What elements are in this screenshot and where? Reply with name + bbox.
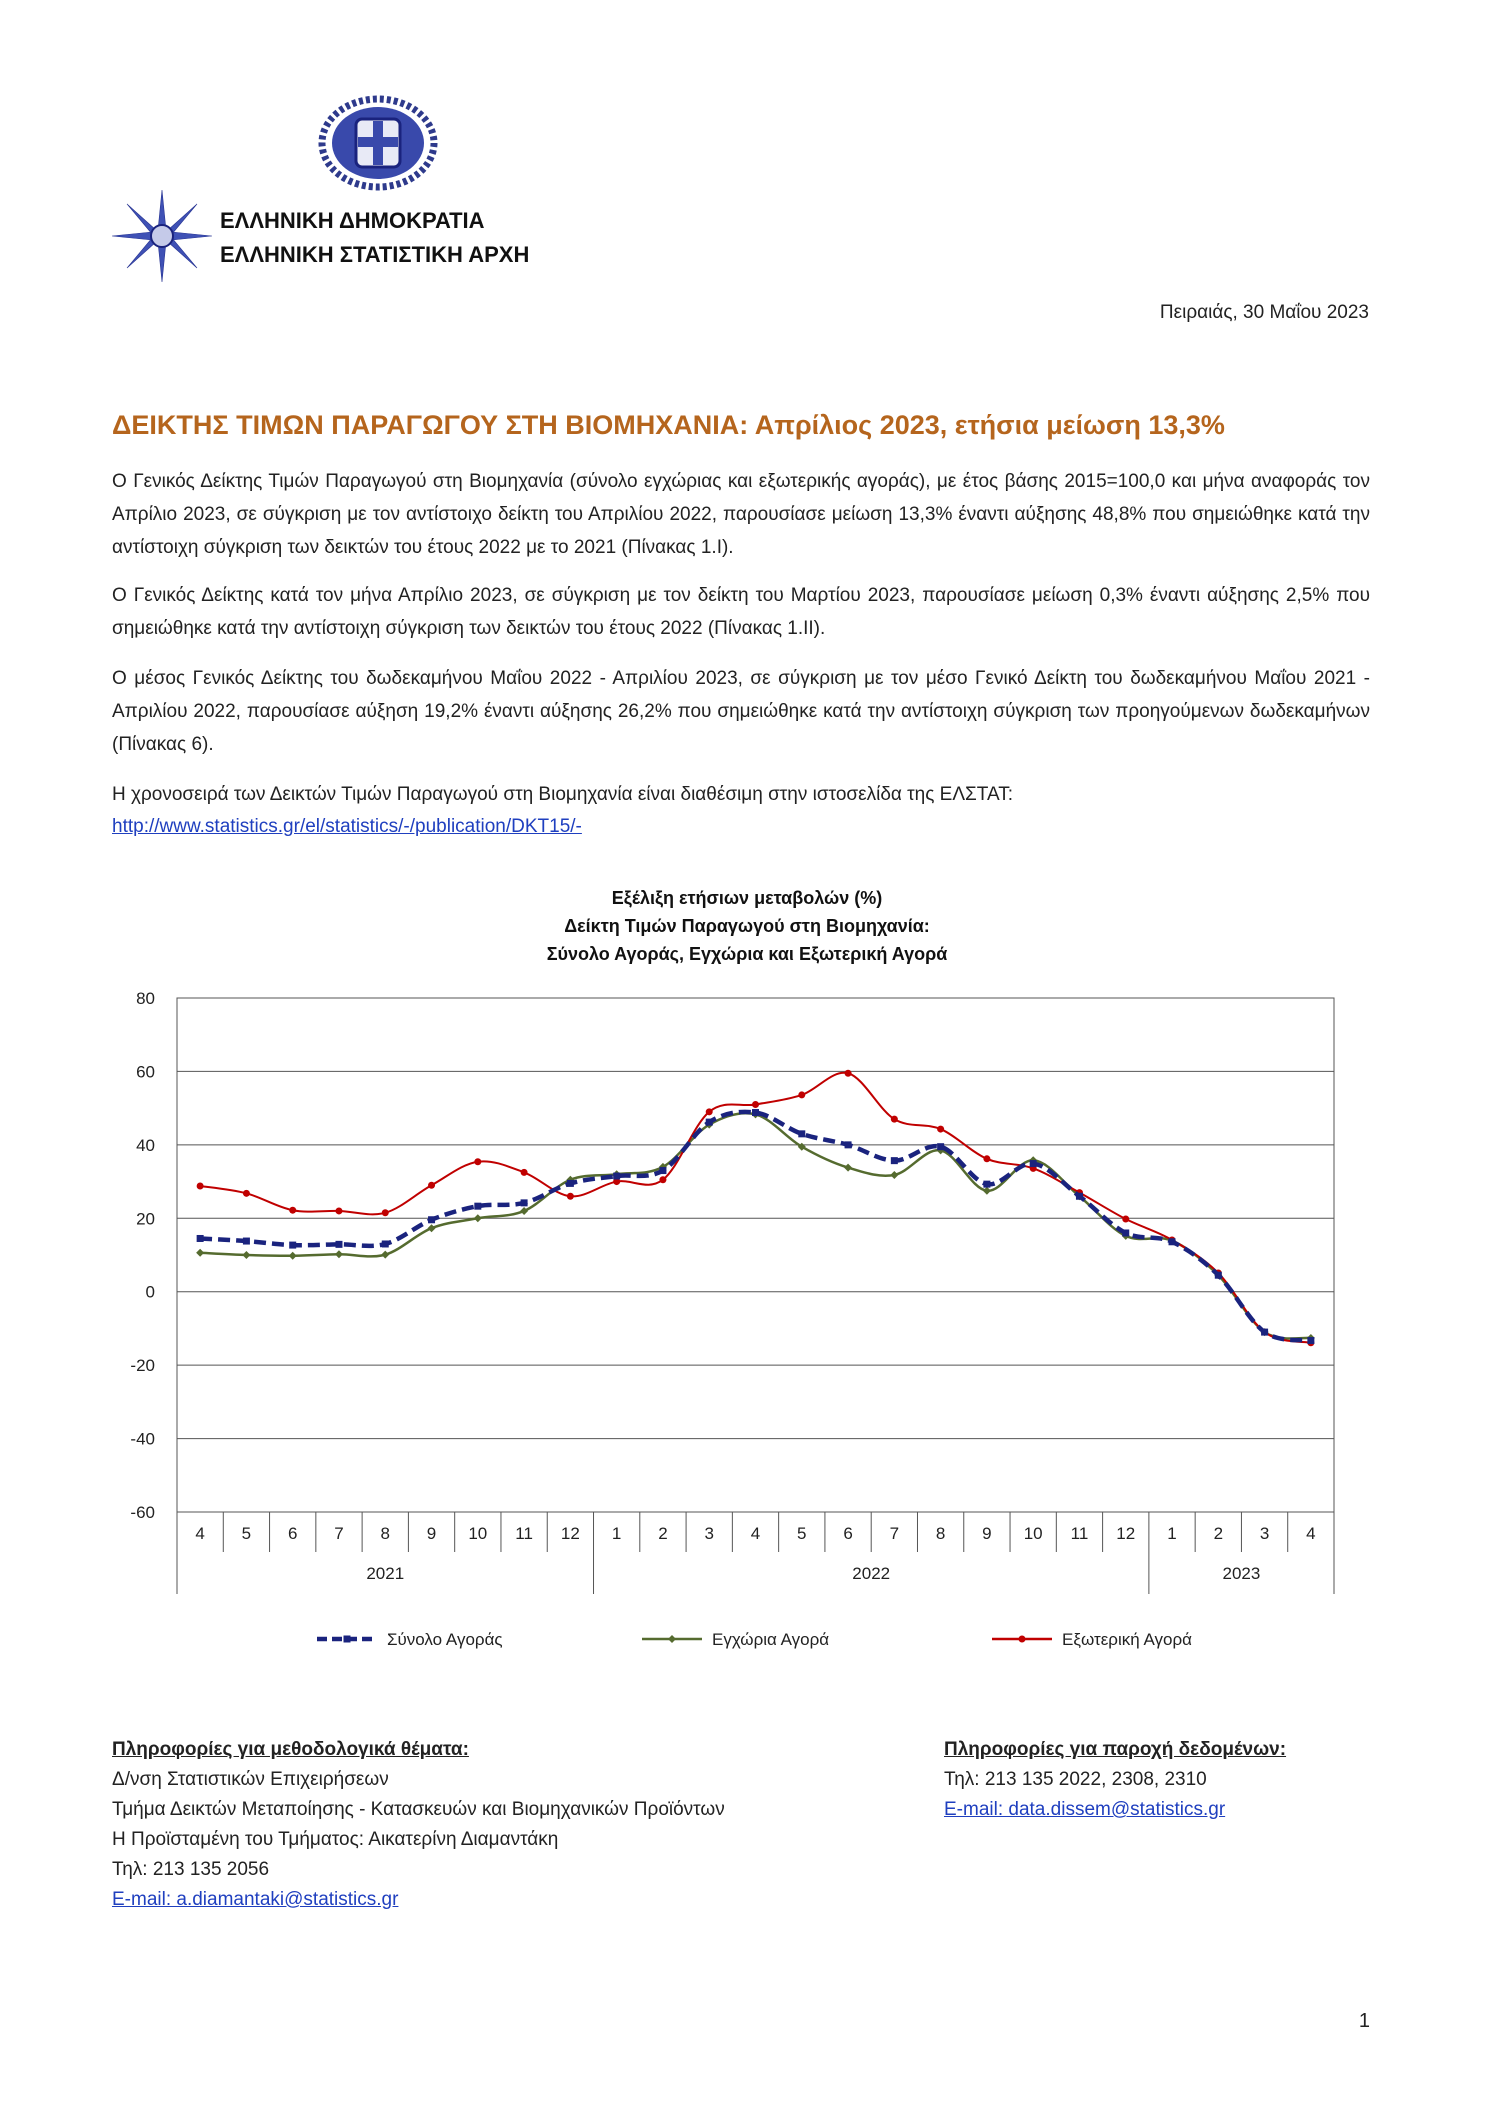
- x-tick-label: 7: [334, 1524, 344, 1543]
- methodology-line: Τηλ: 213 135 2056: [112, 1859, 270, 1880]
- data-provision-phone: Τηλ: 213 135 2022, 2308, 2310: [944, 1769, 1207, 1790]
- data-point: [197, 1235, 204, 1242]
- data-point: [335, 1207, 342, 1214]
- x-tick-label: 6: [287, 1524, 298, 1543]
- legend-label: Εξωτερική Αγορά: [1062, 1630, 1192, 1649]
- data-point: [243, 1190, 250, 1197]
- legend-marker: [344, 1636, 351, 1643]
- data-provision-heading: Πληροφορίες για παροχή δεδομένων:: [944, 1739, 1287, 1760]
- data-point: [659, 1176, 666, 1183]
- year-label: 2021: [366, 1564, 405, 1583]
- x-tick-label: 3: [704, 1524, 714, 1543]
- data-point: [521, 1199, 528, 1206]
- x-tick-label: 8: [935, 1524, 946, 1543]
- data-point: [1122, 1229, 1129, 1236]
- x-tick-label: 3: [1259, 1524, 1270, 1543]
- data-point: [1307, 1337, 1314, 1344]
- data-point: [752, 1101, 759, 1108]
- legend-marker: [668, 1635, 676, 1643]
- data-point: [845, 1070, 852, 1077]
- data-point: [752, 1109, 759, 1116]
- data-point: [197, 1182, 204, 1189]
- x-tick-label: 12: [560, 1524, 580, 1543]
- methodology-line: Δ/νση Στατιστικών Επιχειρήσεων: [112, 1769, 389, 1790]
- methodology-line: Τμήμα Δεικτών Μεταποίησης - Κατασκευών και Βιομηχανικών Προϊόντων: [112, 1799, 725, 1820]
- year-label: 2023: [1222, 1564, 1261, 1583]
- methodology-line: Η Προϊσταμένη του Τμήματος: Αικατερίνη Διαμαντάκη: [112, 1829, 559, 1850]
- data-point: [1215, 1272, 1222, 1279]
- y-tick-label: -20: [130, 1356, 155, 1376]
- data-point: [428, 1216, 435, 1223]
- data-point: [1122, 1216, 1129, 1223]
- data-point: [428, 1182, 435, 1189]
- data-point: [521, 1169, 528, 1176]
- data-provision-email-link[interactable]: E-mail: data.dissem@statistics.gr: [944, 1799, 1226, 1820]
- x-tick-label: 10: [1023, 1524, 1043, 1543]
- timeseries-link[interactable]: http://www.statistics.gr/el/statistics/-/publication/DKT15/-: [112, 816, 582, 837]
- chart-container: [112, 880, 1382, 1660]
- data-point: [474, 1214, 482, 1222]
- data-point: [567, 1180, 574, 1187]
- data-point: [890, 1171, 898, 1179]
- x-tick-label: 4: [750, 1524, 761, 1543]
- x-tick-label: 5: [241, 1524, 252, 1543]
- y-tick-label: 40: [136, 1135, 155, 1155]
- x-tick-label: 2: [658, 1524, 668, 1543]
- x-tick-label: 8: [380, 1524, 390, 1543]
- data-point: [798, 1091, 805, 1098]
- data-point: [196, 1249, 204, 1257]
- data-point: [983, 1187, 991, 1195]
- data-point: [1169, 1238, 1176, 1245]
- x-tick-label: 2: [1213, 1524, 1224, 1543]
- data-provision-contact: [944, 1735, 1286, 1825]
- data-point: [891, 1116, 898, 1123]
- data-point: [1261, 1329, 1268, 1336]
- data-point: [798, 1130, 805, 1137]
- y-tick-label: 80: [136, 989, 155, 1008]
- data-point: [659, 1167, 666, 1174]
- page-number: 1: [1358, 2010, 1370, 2032]
- data-point: [567, 1193, 574, 1200]
- y-tick-label: 60: [136, 1062, 155, 1082]
- org-line-1: ΕΛΛΗΝΙΚΗ ΔΗΜΟΚΡΑΤΙΑ: [220, 208, 485, 233]
- data-point: [1076, 1193, 1083, 1200]
- data-point: [937, 1126, 944, 1133]
- y-tick-label: 20: [136, 1209, 155, 1229]
- data-point: [983, 1181, 990, 1188]
- chart-title-line: Εξέλιξη ετήσιων μεταβολών (%): [611, 888, 883, 908]
- x-tick-label: 12: [1116, 1524, 1136, 1543]
- x-tick-label: 1: [1167, 1524, 1177, 1543]
- paragraph-3: Ο μέσος Γενικός Δείκτης του δωδεκαμήνου Μαΐου 2022 - Απριλίου 2023, σε σύγκριση με τον μέσο Γενικό Δείκτη του δωδεκαμήνου Μαΐου 2021 - Απριλίου 2022, παρουσίασε αύξηση 19,2% έναντι αύξησης 26,2% που σημειώθηκε κατά την αντίστοιχη σύγκριση των προηγούμενων δωδεκαμήνων (Πίνακας 6).: [112, 668, 1370, 755]
- x-tick-label: 11: [1070, 1524, 1089, 1543]
- press-release-title: ΔΕΙΚΤΗΣ ΤΙΜΩΝ ΠΑΡΑΓΩΓΟΥ ΣΤΗ ΒΙΟΜΗΧΑΝΙΑ: Απρίλιος 2023, ετήσια μείωση 13,3%: [112, 410, 1225, 440]
- data-point: [613, 1173, 620, 1180]
- data-point: [845, 1141, 852, 1148]
- data-point: [382, 1209, 389, 1216]
- methodology-email-link[interactable]: E-mail: a.diamantaki@statistics.gr: [112, 1889, 399, 1910]
- x-tick-label: 4: [195, 1524, 205, 1543]
- data-point: [937, 1143, 944, 1150]
- methodology-heading: Πληροφορίες για μεθοδολογικά θέματα:: [112, 1739, 469, 1760]
- y-tick-label: 0: [145, 1282, 155, 1302]
- data-point: [289, 1242, 296, 1249]
- x-tick-label: 4: [1306, 1524, 1316, 1543]
- data-point: [382, 1240, 389, 1247]
- series-line: [200, 1113, 1311, 1338]
- paragraph-1: Ο Γενικός Δείκτης Τιμών Παραγωγού στη Βιομηχανία (σύνολο εγχώριας και εξωτερικής αγοράς), με έτος βάσης 2015=100,0 και μήνα αναφοράς τον Απρίλιο 2023, σε σύγκριση με τον αντίστοιχο δείκτη του Απριλίου 2022, παρουσίασε μείωση 13,3% έναντι αύξησης 48,8% που σημειώθηκε κατά την αντίστοιχη σύγκριση των δεικτών του έτους 2022 με το 2021 (Πίνακας 1.Ι).: [112, 471, 1370, 558]
- data-point: [428, 1224, 436, 1232]
- elstat-star-logo: [112, 190, 212, 282]
- data-point: [335, 1250, 343, 1258]
- year-label: 2022: [852, 1564, 891, 1583]
- data-point: [242, 1251, 250, 1259]
- x-tick-label: 9: [426, 1524, 437, 1543]
- data-point: [983, 1155, 990, 1162]
- greek-republic-emblem: [318, 95, 438, 191]
- x-tick-label: 1: [611, 1524, 622, 1543]
- x-tick-label: 11: [515, 1524, 533, 1543]
- paragraph-2: Ο Γενικός Δείκτης κατά τον μήνα Απρίλιο 2023, σε σύγκριση με τον δείκτη του Μαρτίου 2023, παρουσίασε μείωση 0,3% έναντι αύξησης 2,5% που σημειώθηκε κατά την αντίστοιχη σύγκριση των δεικτών του έτους 2022 (Πίνακας 1.ΙΙ).: [112, 585, 1370, 639]
- data-point: [844, 1164, 852, 1172]
- legend-marker: [1019, 1636, 1026, 1643]
- data-point: [706, 1108, 713, 1115]
- data-point: [289, 1252, 297, 1260]
- data-point: [381, 1251, 389, 1259]
- agency-name: [220, 204, 529, 272]
- data-point: [289, 1207, 296, 1214]
- methodology-contact: [112, 1735, 725, 1915]
- annual-change-chart: [112, 880, 1382, 1660]
- x-tick-label: 7: [889, 1524, 900, 1543]
- data-point: [1030, 1160, 1037, 1167]
- x-tick-label: 5: [797, 1524, 807, 1543]
- data-point: [243, 1238, 250, 1245]
- paragraph-4: Η χρονοσειρά των Δεικτών Τιμών Παραγωγού στη Βιομηχανία είναι διαθέσιμη στην ιστοσελίδα της ΕΛΣΤΑΤ:: [112, 784, 1014, 805]
- legend-label: Σύνολο Αγοράς: [387, 1630, 503, 1649]
- data-point: [520, 1207, 528, 1215]
- chart-title-line: Σύνολο Αγοράς, Εγχώρια και Εξωτερική Αγορά: [546, 944, 948, 964]
- y-tick-label: -40: [130, 1429, 155, 1449]
- data-point: [706, 1119, 713, 1126]
- data-point: [891, 1157, 898, 1164]
- data-point: [474, 1158, 481, 1165]
- chart-title-line: Δείκτη Τιμών Παραγωγού στη Βιομηχανία:: [564, 916, 930, 936]
- dateline: Πειραιάς, 30 Μαΐου 2023: [1159, 302, 1369, 323]
- org-line-2: ΕΛΛΗΝΙΚΗ ΣΤΑΤΙΣΤΙΚΗ ΑΡΧΗ: [220, 242, 530, 267]
- x-tick-label: 10: [468, 1524, 488, 1543]
- y-tick-label: -60: [130, 1503, 155, 1522]
- data-point: [335, 1241, 342, 1248]
- x-tick-label: 6: [843, 1524, 853, 1543]
- data-point: [474, 1203, 481, 1210]
- x-tick-label: 9: [982, 1524, 992, 1543]
- legend-label: Εγχώρια Αγορά: [712, 1630, 830, 1649]
